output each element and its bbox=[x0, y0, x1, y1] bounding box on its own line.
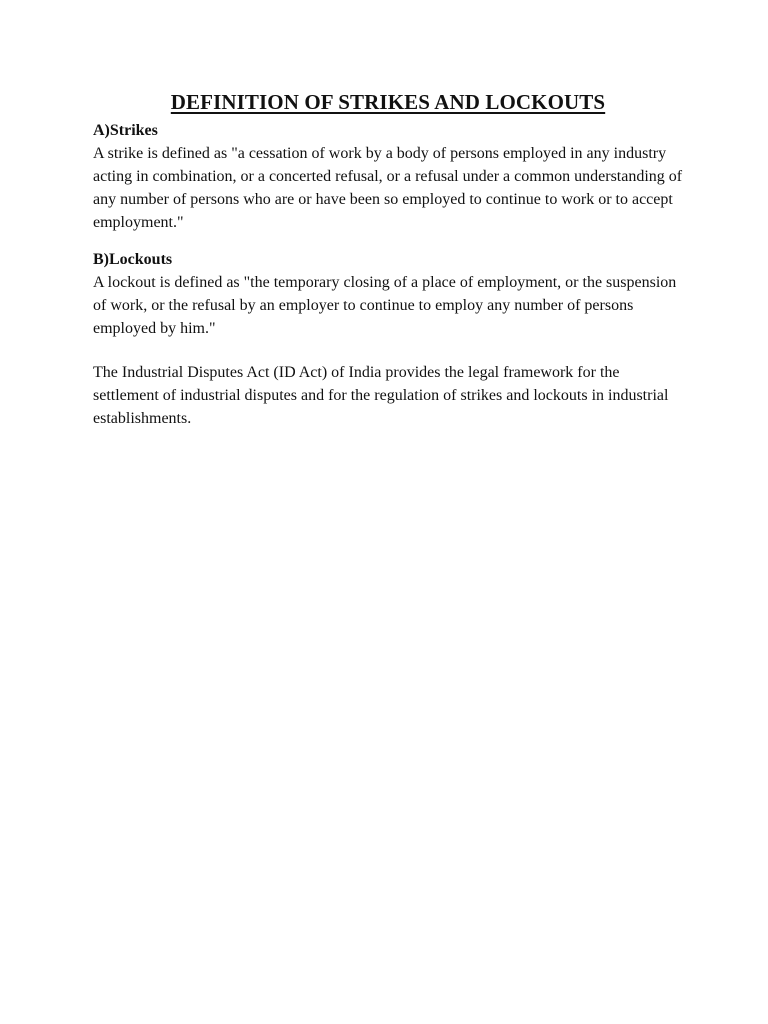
section-strikes bbox=[93, 119, 683, 234]
section-body-lockouts: A lockout is defined as "the temporary closing of a place of employment, or the suspension of work, or the refusal by an employer to continue to employ any number of persons employed by him." bbox=[93, 274, 677, 337]
document-title: DEFINITION OF STRIKES AND LOCKOUTS bbox=[170, 90, 606, 114]
document-content bbox=[93, 88, 683, 430]
section-heading-lockouts: B)Lockouts bbox=[93, 251, 173, 268]
closing-paragraph: The Industrial Disputes Act (ID Act) of India provides the legal framework for the settlement of industrial disputes and for the regulation of strikes and lockouts in industrial establishments. bbox=[93, 364, 669, 427]
section-heading-strikes: A)Strikes bbox=[93, 122, 158, 139]
paragraph-spacer bbox=[93, 340, 683, 361]
section-body-strikes: A strike is defined as "a cessation of work by a body of persons employed in any industry acting in combination, or a concerted refusal, or a refusal under a common understanding of any number of persons who are or have been so employed to continue to work or to accept employment." bbox=[93, 145, 683, 231]
section-spacer bbox=[93, 234, 683, 248]
section-lockouts bbox=[93, 248, 683, 340]
